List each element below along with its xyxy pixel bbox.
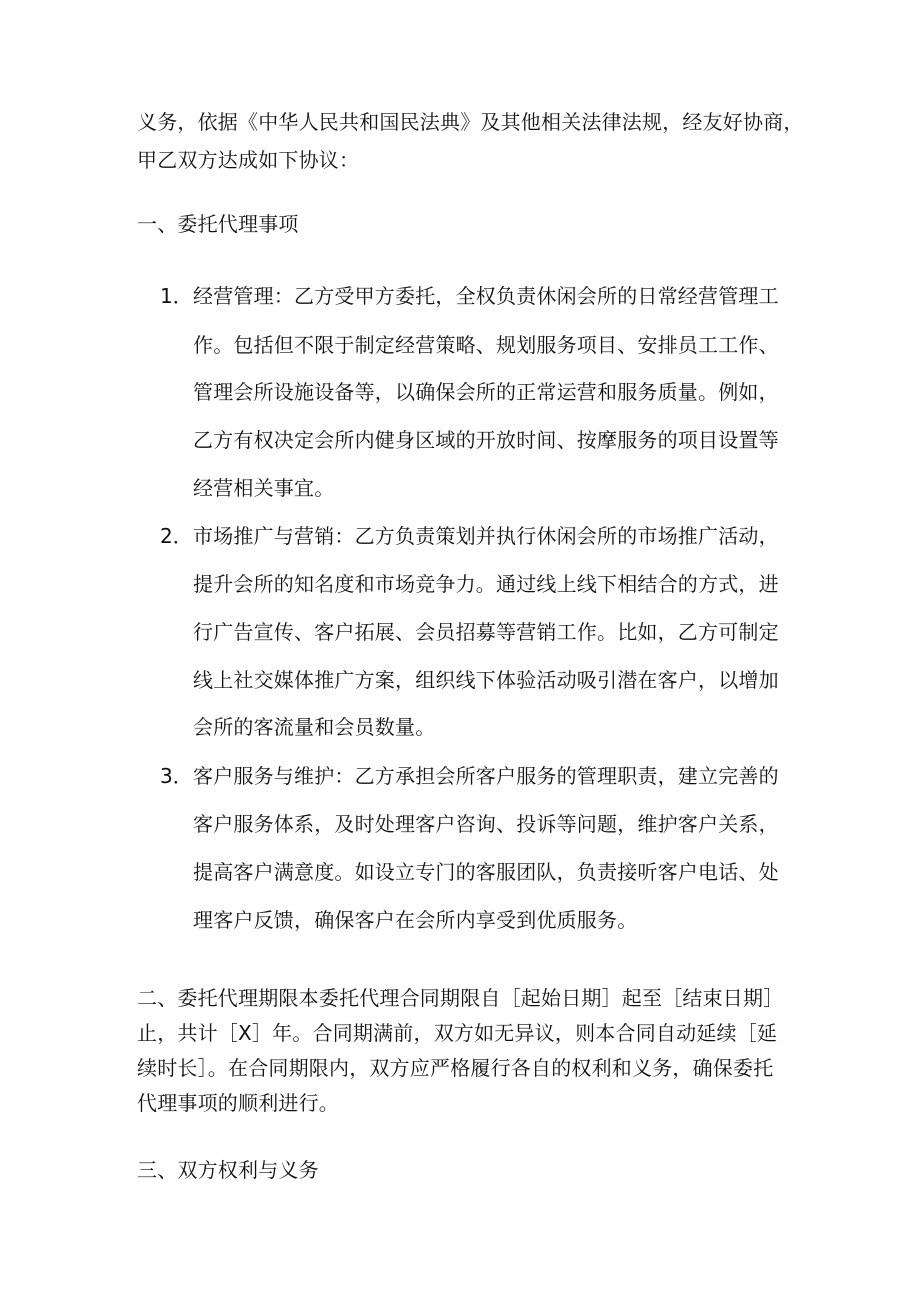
intro-line-1: 义务，依据《中华人民共和国民法典》及其他相关法律法规，经友好协商， (137, 110, 804, 134)
item2-line-3: 行广告宣传、客户拓展、会员招募等营销工作。比如，乙方可制定 (193, 620, 779, 644)
section2-line-2: 止，共计［X］年。合同期满前，双方如无异议，则本合同自动延续［延 (137, 1021, 778, 1045)
item3-line-1: 客户服务与维护：乙方承担会所客户服务的管理职责，建立完善的 (193, 764, 779, 788)
item1-line-2: 作。包括但不限于制定经营策略、规划服务项目、安排员工工作、 (193, 333, 779, 357)
item1-line-3: 管理会所设施设备等，以确保会所的正常运营和服务质量。例如， (193, 380, 779, 404)
section2-line-1: 二、委托代理期限本委托代理合同期限自［起始日期］起至［结束日期］ (137, 986, 784, 1010)
item3-number: 3． (160, 764, 193, 788)
item2-line-2: 提升会所的知名度和市场竞争力。通过线上线下相结合的方式，进 (193, 572, 779, 596)
item2-number: 2． (160, 524, 193, 548)
item2-line-5: 会所的客流量和会员数量。 (193, 715, 436, 739)
section2-line-4: 代理事项的顺利进行。 (137, 1091, 339, 1115)
item3-line-4: 理客户反馈，确保客户在会所内享受到优质服务。 (193, 908, 638, 932)
item2-line-4: 线上社交媒体推广方案，组织线下体验活动吸引潜在客户，以增加 (193, 668, 779, 692)
section2-line-3: 续时长］。在合同期限内，双方应严格履行各自的权利和义务，确保委托 (137, 1056, 774, 1080)
item2-line-1: 市场推广与营销：乙方负责策划并执行休闲会所的市场推广活动， (193, 524, 779, 548)
section1-heading: 一、委托代理事项 (137, 212, 299, 236)
item1-line-5: 经营相关事宜。 (193, 476, 335, 500)
item3-line-3: 提高客户满意度。如设立专门的客服团队，负责接听客户电话、处 (193, 860, 779, 884)
item1-line-4: 乙方有权决定会所内健身区域的开放时间、按摩服务的项目设置等 (193, 428, 779, 452)
item1-line-1: 经营管理：乙方受甲方委托，全权负责休闲会所的日常经营管理工 (193, 284, 779, 308)
intro-line-2: 甲乙双方达成如下协议： (137, 148, 360, 172)
section3-heading: 三、双方权利与义务 (137, 1158, 319, 1182)
item1-number: 1． (160, 284, 193, 308)
item3-line-2: 客户服务体系，及时处理客户咨询、投诉等问题，维护客户关系， (193, 812, 779, 836)
